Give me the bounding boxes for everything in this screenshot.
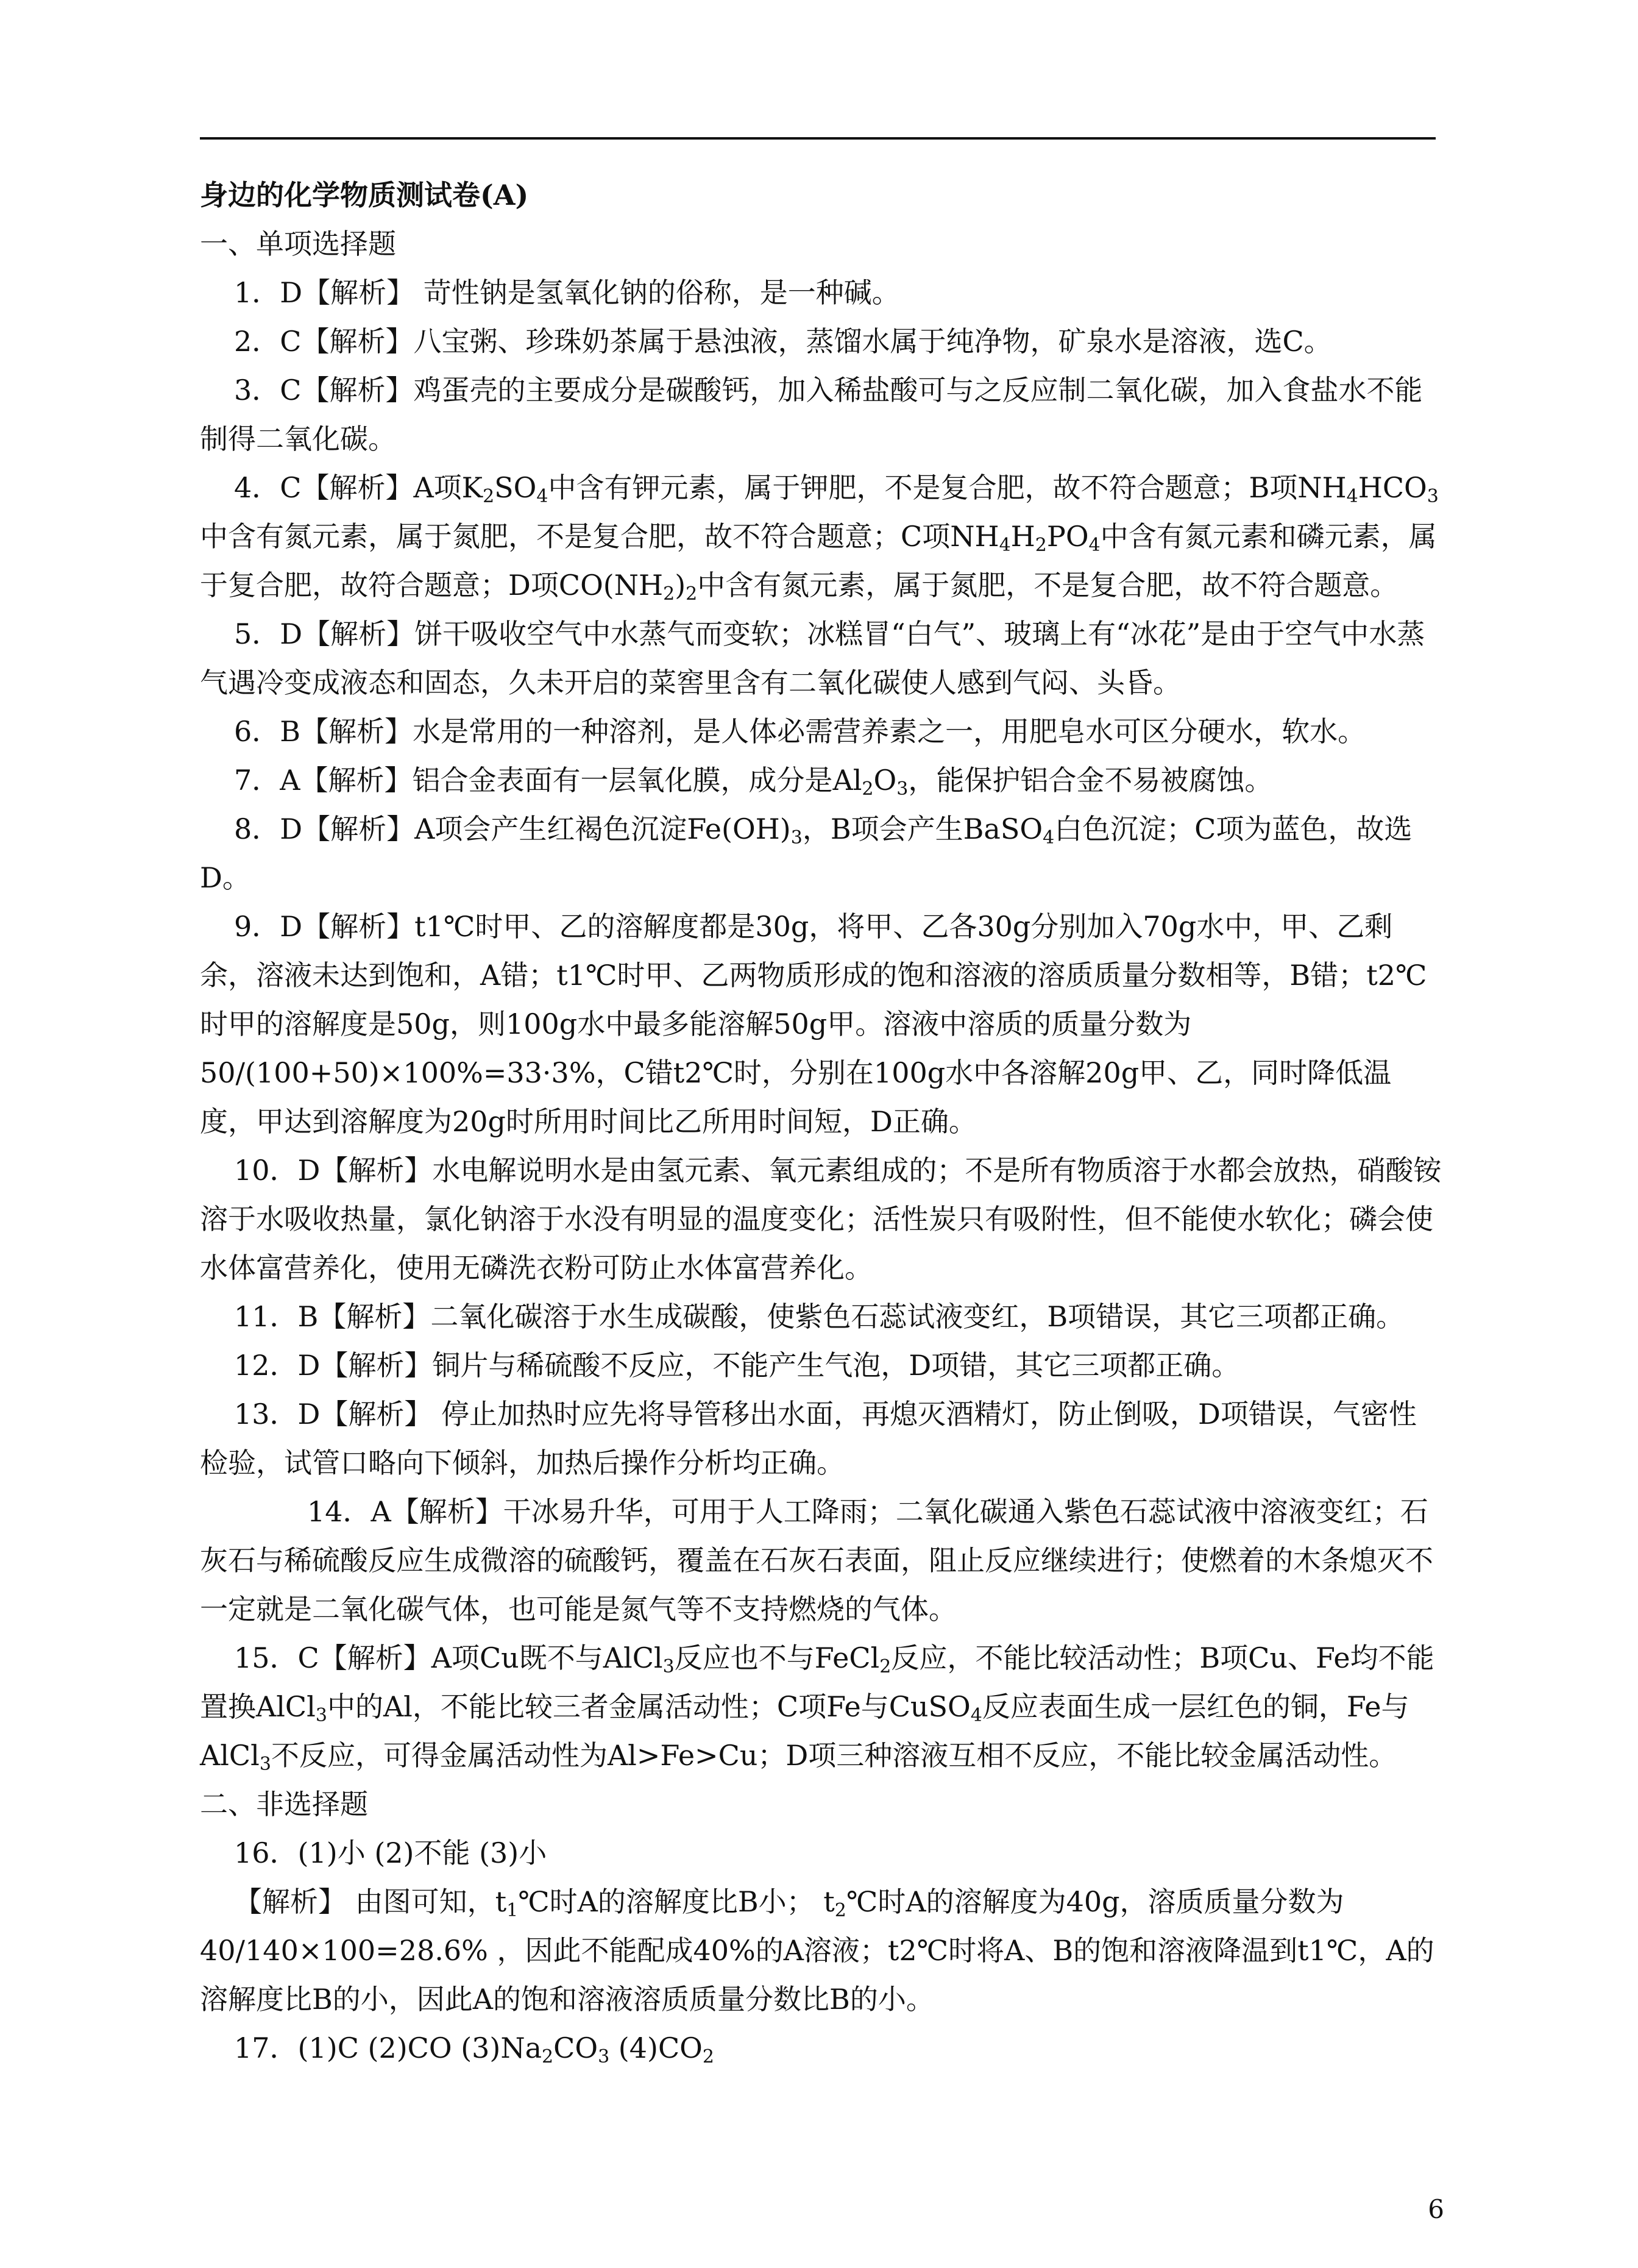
answer-16-explanation: 【解析】 由图可知，$t_1℃$时A的溶解度比B小； $t_2℃$时A的溶解度为40g，溶质质量分数为40/140×100=28.6% ，因此不能配成40%的A溶液；t2℃时将A、B的饱和溶液降温到t1℃，A的溶解度比B的小，因此A的饱和溶液溶质质量分数比B的小。 xyxy=(200,1885,1434,2016)
answer-4: 4．C【解析】A项$K_2SO_4$中含有钾元素，属于钾肥，不是复合肥，故不符合题意；B项$NH_4HCO_3$中含有氮元素，属于氮肥，不是复合肥，故不符合题意；C项$NH_4H_2PO_4$中含有氮元素和磷元素，属于复合肥，故符合题意；D项$CO(NH_2)_2$中含有氮元素，属于氮肥，不是复合肥，故不符合题意。 xyxy=(200,471,1439,605)
answer-16: 16．(1)小 (2)不能 (3)小 xyxy=(234,1836,547,1869)
section-heading-single-choice: 一、单项选择题 xyxy=(200,227,396,260)
answer-5: 5．D【解析】饼干吸收空气中水蒸气而变软；冰糕冒“白气”、玻璃上有“冰花”是由于空气中水蒸气遇冷变成液态和固态，久未开启的菜窖里含有二氧化碳使人感到气闷、头昏。 xyxy=(200,617,1425,699)
section-heading-non-choice: 二、非选择题 xyxy=(200,1788,368,1821)
answer-14: 14．A【解析】干冰易升华，可用于人工降雨；二氧化碳通入紫色石蕊试液中溶液变红；石灰石与稀硫酸反应生成微溶的硫酸钙，覆盖在石灰石表面，阻止反应继续进行；使燃着的木条熄灭不一定就是二氧化碳气体，也可能是氮气等不支持燃烧的气体。 xyxy=(200,1495,1433,1626)
answer-10: 10．D【解析】水电解说明水是由氢元素、氧元素组成的；不是所有物质溶于水都会放热，硝酸铵溶于水吸收热量，氯化钠溶于水没有明显的温度变化；活性炭只有吸附性，但不能使水软化；磷会使水体富营养化，使用无磷洗衣粉可防止水体富营养化。 xyxy=(200,1154,1442,1284)
answer-3: 3．C【解析】鸡蛋壳的主要成分是碳酸钙，加入稀盐酸可与之反应制二氧化碳，加入食盐水不能制得二氧化碳。 xyxy=(200,374,1423,455)
answer-7: 7．A【解析】铝合金表面有一层氧化膜，成分是$Al_2O_3$，能保护铝合金不易被腐蚀。 xyxy=(234,764,1273,800)
document-title: 身边的化学物质测试卷(A) xyxy=(200,179,529,212)
answer-13: 13．D【解析】 停止加热时应先将导管移出水面，再熄灭酒精灯，防止倒吸，D项错误，气密性检验，试管口略向下倾斜，加热后操作分析均正确。 xyxy=(200,1398,1417,1479)
answer-11: 11．B【解析】二氧化碳溶于水生成碳酸，使紫色石蕊试液变红，B项错误，其它三项都正确。 xyxy=(234,1300,1405,1333)
header-rule xyxy=(200,137,1436,140)
answer-9: 9．D【解析】t1℃时甲、乙的溶解度都是30g，将甲、乙各30g分别加入70g水中，甲、乙剩余，溶液未达到饱和，A错；t1℃时甲、乙两物质形成的饱和溶液的溶质质量分数相等，B错；t2℃时甲的溶解度是50g，则100g水中最多能溶解50g甲。溶液中溶质的质量分数为50/(100+50)×100%=33·3%，C错t2℃时，分别在100g水中各溶解20g甲、乙，同时降低温度，甲达到溶解度为20g时所用时间比乙所用时间短，D正确。 xyxy=(200,910,1427,1138)
answer-8: 8．D【解析】A项会产生红褐色沉淀$Fe(OH)_3$，B项会产生BaSO$_4$白色沉淀；C项为蓝色，故选D。 xyxy=(200,812,1413,894)
answer-sheet xyxy=(200,171,1443,2072)
answer-12: 12．D【解析】铜片与稀硫酸不反应，不能产生气泡，D项错，其它三项都正确。 xyxy=(234,1349,1240,1382)
answer-1: 1．D【解析】 苛性钠是氢氧化钠的俗称，是一种碱。 xyxy=(234,276,900,309)
answer-17: 17．(1)C (2)CO $(3)Na_2CO_3$ $(4)CO_2$ xyxy=(234,2032,714,2067)
answer-15: 15．C【解析】A项Cu既不与AlCl$_3$反应也不与FeCl$_2$反应，不能比较活动性；B项Cu、Fe均不能置换AlCl$_3$中的Al，不能比较三者金属活动性；C项Fe与CuSO$_4$反应表面生成一层红色的铜，Fe与AlCl$_3$不反应，可得金属活动性为Al>Fe>Cu；D项三种溶液互相不反应，不能比较金属活动性。 xyxy=(200,1641,1434,1775)
answer-6: 6．B【解析】水是常用的一种溶剂，是人体必需营养素之一，用肥皂水可区分硬水，软水。 xyxy=(234,715,1366,748)
answer-2: 2．C【解析】八宝粥、珍珠奶茶属于悬浊液，蒸馏水属于纯净物，矿泉水是溶液，选C。 xyxy=(234,325,1332,358)
page-number: 6 xyxy=(1428,2194,1444,2224)
